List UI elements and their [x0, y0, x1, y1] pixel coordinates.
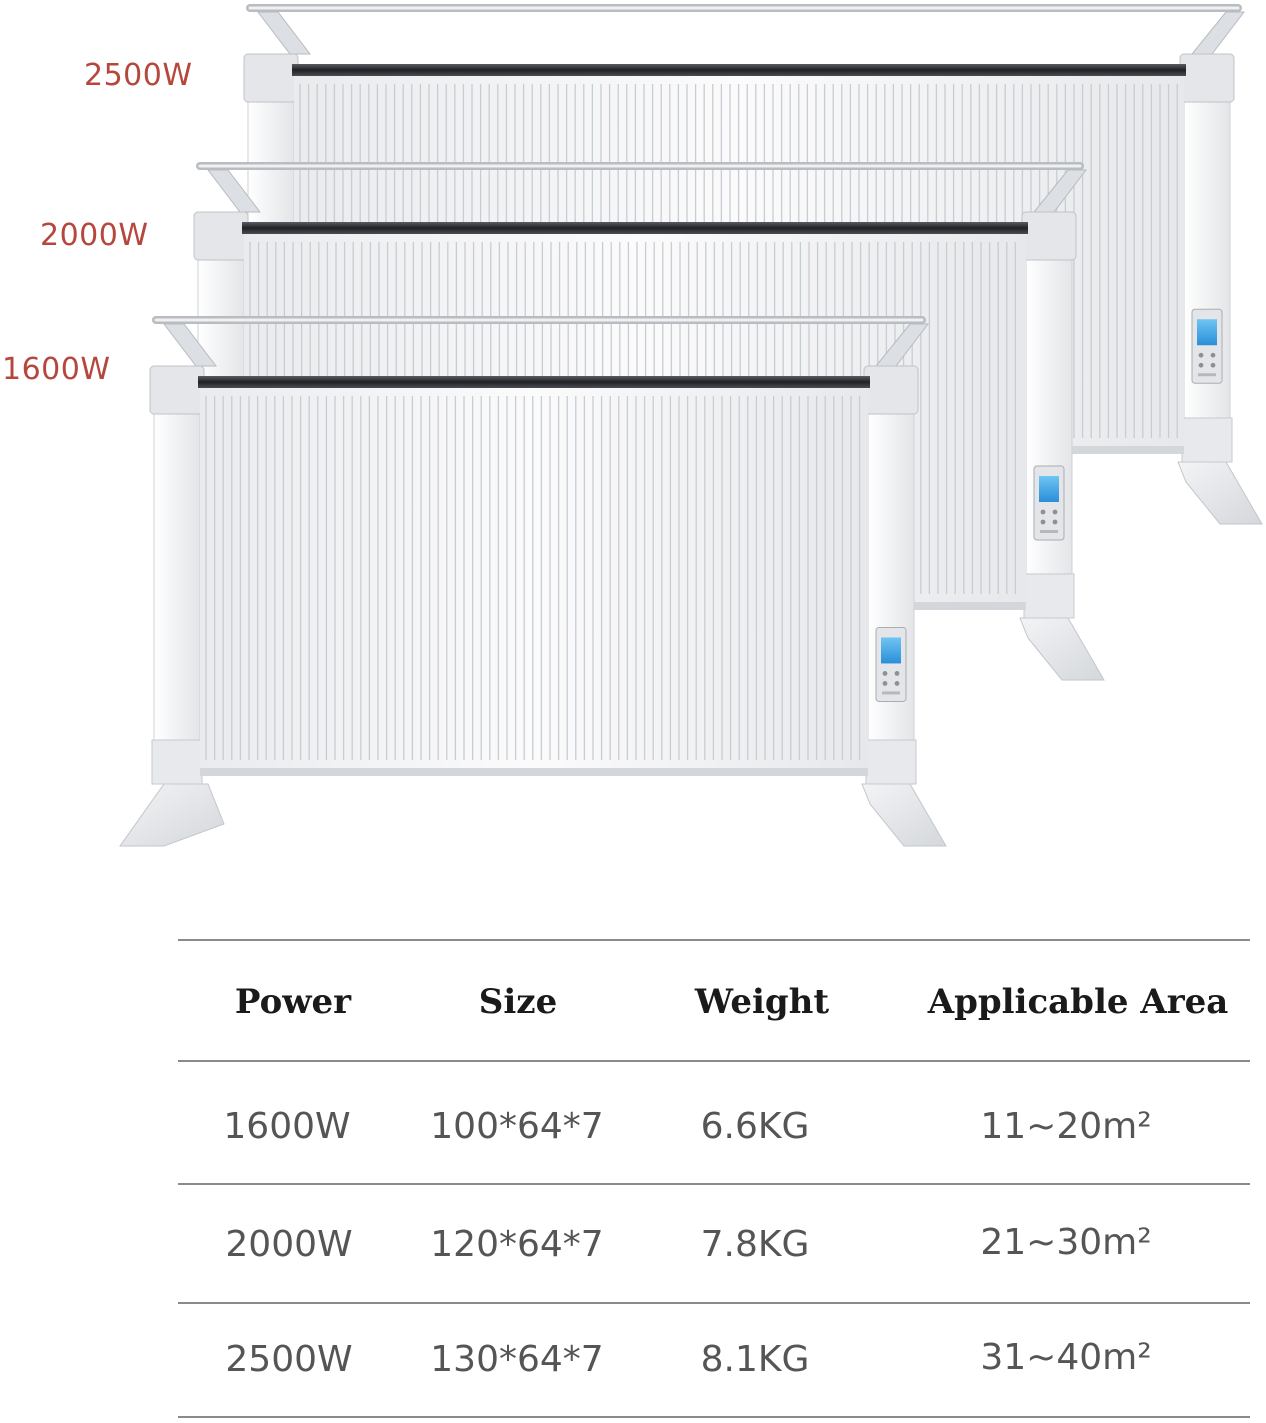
cell-area: 21~30m² — [980, 1222, 1152, 1263]
control-strip — [882, 691, 900, 694]
table-top-rule — [178, 939, 1250, 941]
table-header-rule — [178, 1060, 1250, 1062]
control-button — [1041, 510, 1046, 515]
control-button — [1199, 363, 1204, 368]
header-weight: Weight — [694, 982, 830, 1022]
control-button — [883, 671, 888, 676]
right-side-post — [868, 372, 914, 784]
right-top-cap — [1180, 54, 1234, 102]
cell-weight: 6.6KG — [700, 1106, 810, 1147]
left-bottom-cap — [152, 740, 202, 784]
control-button — [1053, 510, 1058, 515]
control-button — [1211, 353, 1216, 358]
top-rail — [198, 376, 870, 388]
heater-1600w — [120, 320, 946, 846]
control-strip — [1198, 373, 1216, 376]
control-button — [1199, 353, 1204, 358]
left-top-cap — [194, 212, 248, 260]
cell-power: 1600W — [223, 1106, 351, 1147]
control-strip — [1040, 530, 1058, 533]
right-foot — [1020, 618, 1104, 680]
cell-size: 130*64*7 — [430, 1339, 604, 1380]
control-button — [883, 681, 888, 686]
right-side-post — [1184, 60, 1230, 462]
header-applicable-area: Applicable Area — [927, 982, 1229, 1022]
control-button — [1211, 363, 1216, 368]
control-button — [1053, 520, 1058, 525]
table-bottom-rule — [178, 1416, 1250, 1418]
right-top-cap — [864, 366, 918, 414]
label-2000w: 2000W — [40, 218, 149, 253]
cell-size: 100*64*7 — [430, 1106, 604, 1147]
lcd-display — [881, 637, 901, 663]
control-button — [895, 681, 900, 686]
cell-weight: 7.8KG — [700, 1224, 810, 1265]
cell-weight: 8.1KG — [700, 1339, 810, 1380]
right-foot — [862, 784, 946, 846]
lcd-display — [1039, 476, 1059, 502]
right-bottom-cap — [866, 740, 916, 784]
left-top-cap — [150, 366, 204, 414]
top-rail — [242, 222, 1028, 234]
cell-area: 11~20m² — [980, 1106, 1152, 1147]
bottom-bar — [200, 768, 868, 776]
top-rail — [292, 64, 1186, 76]
header-size: Size — [478, 982, 558, 1022]
cell-power: 2500W — [225, 1339, 353, 1380]
header-power: Power — [234, 982, 352, 1022]
label-2500w: 2500W — [84, 58, 193, 93]
left-foot — [120, 784, 224, 846]
left-top-cap — [244, 54, 298, 102]
right-bottom-cap — [1182, 418, 1232, 462]
right-side-post — [1026, 218, 1072, 618]
right-top-cap — [1022, 212, 1076, 260]
label-1600w: 1600W — [2, 352, 111, 387]
table-row-rule — [178, 1302, 1250, 1304]
cell-area: 31~40m² — [980, 1337, 1152, 1378]
table-row-rule — [178, 1183, 1250, 1185]
cell-size: 120*64*7 — [430, 1224, 604, 1265]
cell-power: 2000W — [225, 1224, 353, 1265]
lcd-display — [1197, 319, 1217, 345]
right-rack-bracket — [1192, 12, 1244, 54]
left-rack-bracket — [258, 12, 310, 54]
right-foot — [1178, 462, 1262, 524]
right-bottom-cap — [1024, 574, 1074, 618]
control-button — [1041, 520, 1046, 525]
control-button — [895, 671, 900, 676]
left-side-post — [154, 372, 200, 784]
